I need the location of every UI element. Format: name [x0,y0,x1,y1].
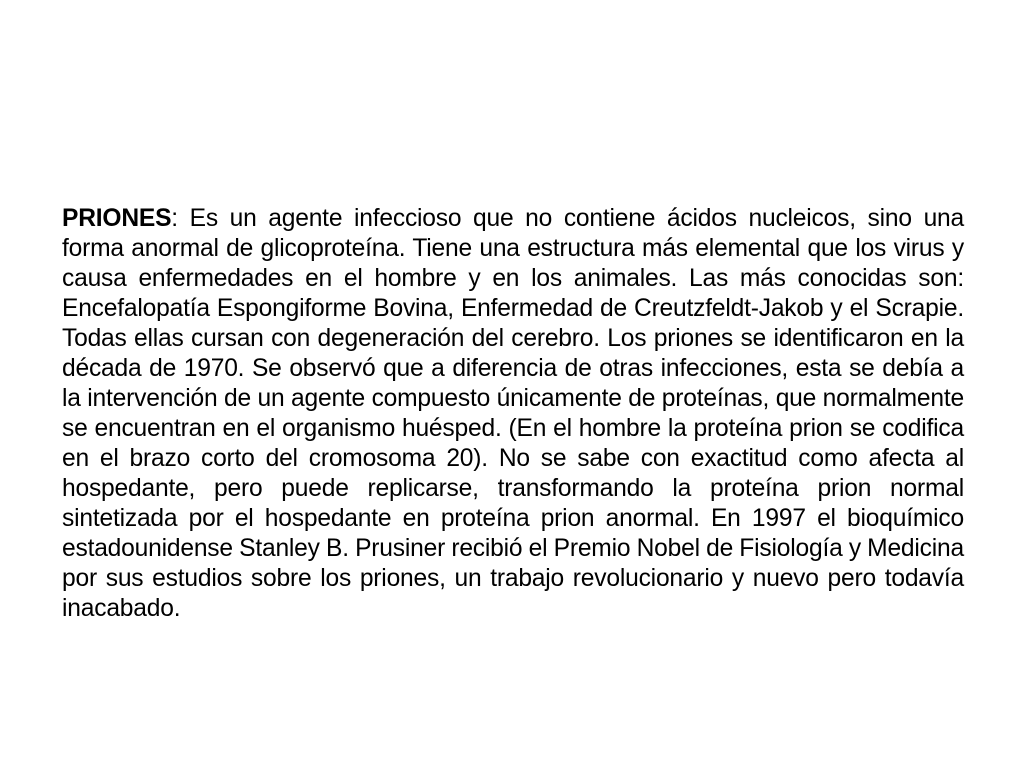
term-heading: PRIONES [62,204,172,232]
paragraph-text: : Es un agente infeccioso que no contiene ácidos nucleicos, sino una forma anormal de glicoproteína. Tiene una estructura más elemental que los virus y causa enfermedades en el hombre y en los animales. Las más conocidas son: Encefalopatía Espongiforme Bovina, Enfermedad de Creutzfeldt-Jakob y el Scrapie. Todas ellas cursan con degeneración del cerebro. Los priones se identificaron en la década de 1970. Se observó que a diferencia de otras infecciones, esta se debía a la intervención de un agente compuesto únicamente de proteínas, que normalmente se encuentran en el organismo huésped. (En el hombre la proteína prion se codifica en el brazo corto del cromosoma 20). No se sabe con exactitud como afecta al hospedante, pero puede replicarse, transformando la proteína prion normal sintetizada por el hospedante en proteína prion anormal. En 1997 el bioquímico estadounidense Stanley B. Prusiner recibió el Premio Nobel de Fisiología y Medicina por sus estudios sobre los priones, un trabajo revolucionario y nuevo pero todavía inacabado. [62,204,964,622]
slide-body-text [62,204,964,624]
